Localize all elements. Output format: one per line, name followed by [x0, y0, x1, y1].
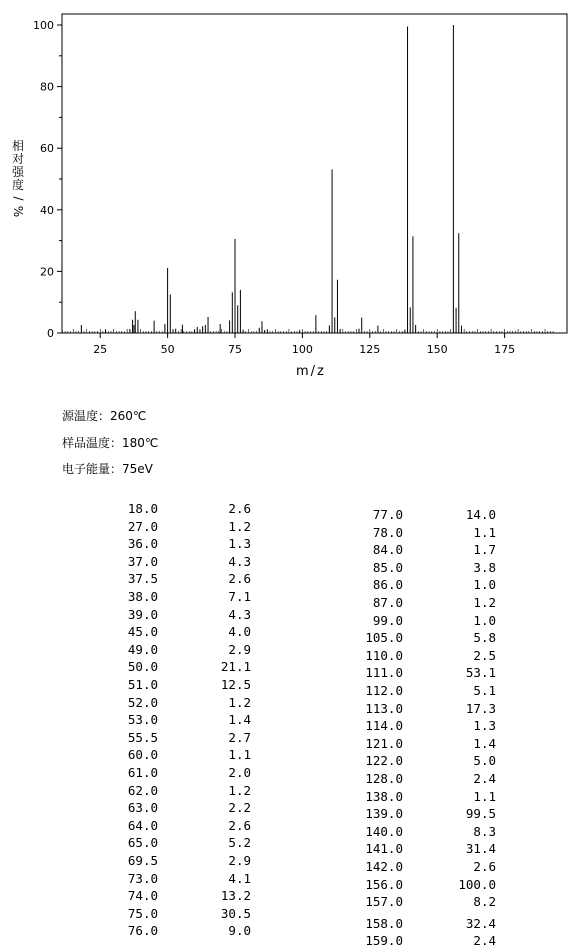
- abundance-value: 1.0: [473, 577, 496, 593]
- table-row: [0, 649, 500, 663]
- y-tick-label: 40: [40, 203, 54, 217]
- mz-value: 156.0: [365, 876, 403, 892]
- source-temperature: 源温度：260℃: [62, 409, 147, 423]
- abundance-value: 2.0: [228, 765, 251, 780]
- mz-value: 141.0: [365, 841, 403, 857]
- table-row: [0, 719, 500, 733]
- abundance-value: 30.5: [220, 905, 251, 921]
- abundance-value: 1.4: [473, 735, 496, 751]
- mz-value: 39.0: [127, 606, 158, 622]
- abundance-value: 1.1: [473, 788, 496, 804]
- mz-value: 75.0: [127, 905, 158, 921]
- electron-energy: 电子能量：75eV: [62, 462, 153, 476]
- sample-temperature: 样品温度：180℃: [62, 436, 159, 450]
- abundance-value: 5.1: [473, 683, 496, 698]
- mz-value: 18.0: [127, 501, 158, 516]
- mz-value: 112.0: [365, 683, 403, 698]
- abundance-value: 8.3: [473, 823, 496, 839]
- abundance-value: 1.1: [228, 747, 251, 763]
- x-tick-label: 50: [160, 343, 175, 356]
- mz-value: 62.0: [127, 782, 158, 798]
- table-row: [0, 934, 500, 948]
- abundance-value: 2.6: [473, 859, 496, 874]
- abundance-value: 8.2: [473, 894, 496, 910]
- abundance-value: 4.1: [228, 870, 251, 886]
- abundance-value: 2.6: [228, 571, 251, 587]
- mz-value: 110.0: [365, 647, 403, 663]
- abundance-value: 7.1: [228, 589, 251, 604]
- table-row: [0, 684, 500, 698]
- mz-value: 85.0: [372, 559, 403, 575]
- mz-value: 113.0: [365, 700, 403, 716]
- abundance-value: 1.2: [228, 782, 251, 798]
- mz-value: 114.0: [365, 718, 403, 734]
- mz-value: 65.0: [127, 835, 158, 851]
- mz-value: 159.0: [365, 933, 403, 949]
- mz-value: 64.0: [127, 817, 158, 833]
- y-axis-label-char: 对: [11, 152, 24, 166]
- mz-value: 38.0: [127, 589, 158, 604]
- abundance-value: 4.0: [228, 624, 251, 640]
- abundance-value: 1.7: [473, 542, 496, 558]
- table-row: [0, 561, 500, 575]
- y-axis-label-char: %: [11, 205, 26, 218]
- table-row: [0, 737, 500, 751]
- table-row: [0, 666, 500, 680]
- abundance-value: 9.0: [228, 923, 251, 939]
- table-row: [0, 807, 500, 821]
- table-row: [0, 878, 500, 892]
- abundance-value: 1.1: [473, 524, 496, 540]
- abundance-value: 2.6: [228, 501, 251, 516]
- abundance-value: 2.4: [473, 771, 496, 786]
- table-row: [0, 842, 500, 856]
- mz-value: 53.0: [127, 712, 158, 728]
- y-axis-label-char: 强: [11, 165, 24, 179]
- mz-value: 142.0: [365, 859, 403, 874]
- table-row: [0, 614, 500, 628]
- mz-value: 37.0: [127, 553, 158, 569]
- abundance-value: 4.3: [228, 606, 251, 622]
- mz-value: 77.0: [372, 507, 403, 522]
- abundance-value: 1.4: [228, 712, 251, 728]
- y-tick-label: 80: [40, 80, 54, 94]
- abundance-value: 1.0: [473, 612, 496, 628]
- abundance-value: 2.9: [228, 853, 251, 868]
- mz-value: 78.0: [372, 524, 403, 540]
- y-tick-label: 0: [47, 327, 54, 340]
- table-row: [0, 772, 500, 786]
- x-tick-label: 125: [359, 343, 381, 356]
- abundance-value: 2.5: [473, 647, 496, 663]
- mz-value: 60.0: [127, 747, 158, 763]
- abundance-value: 17.3: [465, 700, 496, 716]
- abundance-value: 99.5: [465, 806, 496, 822]
- mz-value: 69.5: [127, 853, 158, 868]
- abundance-value: 2.2: [228, 800, 251, 816]
- x-tick-label: 150: [426, 343, 448, 356]
- mz-value: 84.0: [372, 542, 403, 558]
- x-tick-label: 25: [93, 343, 108, 356]
- abundance-value: 5.0: [473, 753, 496, 769]
- x-axis-label: m/z: [296, 364, 326, 379]
- table-row: [0, 543, 500, 557]
- abundance-value: 12.5: [220, 677, 251, 692]
- table-row: [0, 578, 500, 592]
- table-row: [0, 631, 500, 645]
- abundance-value: 1.2: [228, 518, 251, 534]
- mz-value: 139.0: [365, 806, 403, 822]
- abundance-value: 4.3: [228, 553, 251, 569]
- abundance-value: 1.2: [228, 694, 251, 710]
- mz-value: 63.0: [127, 800, 158, 816]
- abundance-value: 53.1: [465, 665, 496, 681]
- abundance-value: 5.2: [228, 835, 251, 851]
- mz-value: 52.0: [127, 694, 158, 710]
- y-axis-label-char: /: [11, 196, 26, 201]
- y-axis-label-char: 相: [11, 139, 24, 153]
- mz-value: 87.0: [372, 595, 403, 610]
- abundance-value: 5.8: [473, 630, 496, 646]
- table-row: [0, 895, 500, 909]
- mz-value: 74.0: [127, 888, 158, 904]
- mz-value: 61.0: [127, 765, 158, 780]
- table-row: [0, 526, 500, 540]
- abundance-value: 21.1: [220, 659, 251, 675]
- mz-value: 121.0: [365, 735, 403, 751]
- mz-value: 157.0: [365, 894, 403, 910]
- abundance-value: 3.8: [473, 559, 496, 575]
- y-tick-label: 20: [40, 265, 54, 279]
- abundance-value: 2.6: [228, 817, 251, 833]
- mz-value: 73.0: [127, 870, 158, 886]
- mz-value: 138.0: [365, 788, 403, 804]
- abundance-value: 14.0: [465, 507, 496, 522]
- table-row: [0, 754, 500, 768]
- mz-value: 122.0: [365, 753, 403, 769]
- mz-value: 45.0: [127, 624, 158, 640]
- abundance-value: 1.3: [473, 718, 496, 734]
- mz-value: 158.0: [365, 915, 403, 931]
- mz-value: 27.0: [127, 518, 158, 534]
- mz-value: 105.0: [365, 630, 403, 646]
- mz-value: 140.0: [365, 823, 403, 839]
- abundance-value: 13.2: [220, 888, 251, 904]
- table-row: [0, 508, 500, 522]
- mz-value: 50.0: [127, 659, 158, 675]
- mz-value: 51.0: [127, 677, 158, 692]
- mz-value: 49.0: [127, 641, 158, 657]
- x-tick-label: 100: [291, 343, 313, 356]
- x-tick-label: 75: [228, 343, 242, 356]
- abundance-value: 31.4: [465, 841, 496, 857]
- table-row: [0, 596, 500, 610]
- table-row: [0, 860, 500, 874]
- mz-value: 76.0: [127, 923, 158, 939]
- table-row: [0, 702, 500, 716]
- x-tick-label: 175: [494, 343, 516, 356]
- y-tick-label: 100: [33, 19, 54, 32]
- abundance-value: 100.0: [458, 876, 496, 892]
- table-row: [0, 790, 500, 804]
- table-row: [0, 825, 500, 839]
- y-tick-label: 60: [40, 142, 54, 156]
- abundance-value: 1.2: [473, 595, 496, 610]
- abundance-value: 2.9: [228, 641, 251, 657]
- mz-value: 37.5: [127, 571, 158, 587]
- y-axis-label: [10, 140, 26, 218]
- mz-value: 86.0: [372, 577, 403, 593]
- plot-frame: [62, 14, 567, 333]
- abundance-value: 1.3: [228, 536, 251, 552]
- abundance-value: 32.4: [465, 915, 496, 931]
- peak-table-right: [0, 508, 500, 948]
- table-row: [0, 917, 500, 931]
- mz-value: 128.0: [365, 771, 403, 786]
- abundance-value: 2.7: [228, 729, 251, 745]
- mz-value: 111.0: [365, 665, 403, 681]
- mz-value: 36.0: [127, 536, 158, 552]
- mz-value: 99.0: [372, 612, 403, 628]
- y-axis-label-char: 度: [11, 178, 24, 192]
- mz-value: 55.5: [127, 729, 158, 745]
- mass-spectrum-chart: [0, 0, 570, 360]
- abundance-value: 2.4: [473, 933, 496, 949]
